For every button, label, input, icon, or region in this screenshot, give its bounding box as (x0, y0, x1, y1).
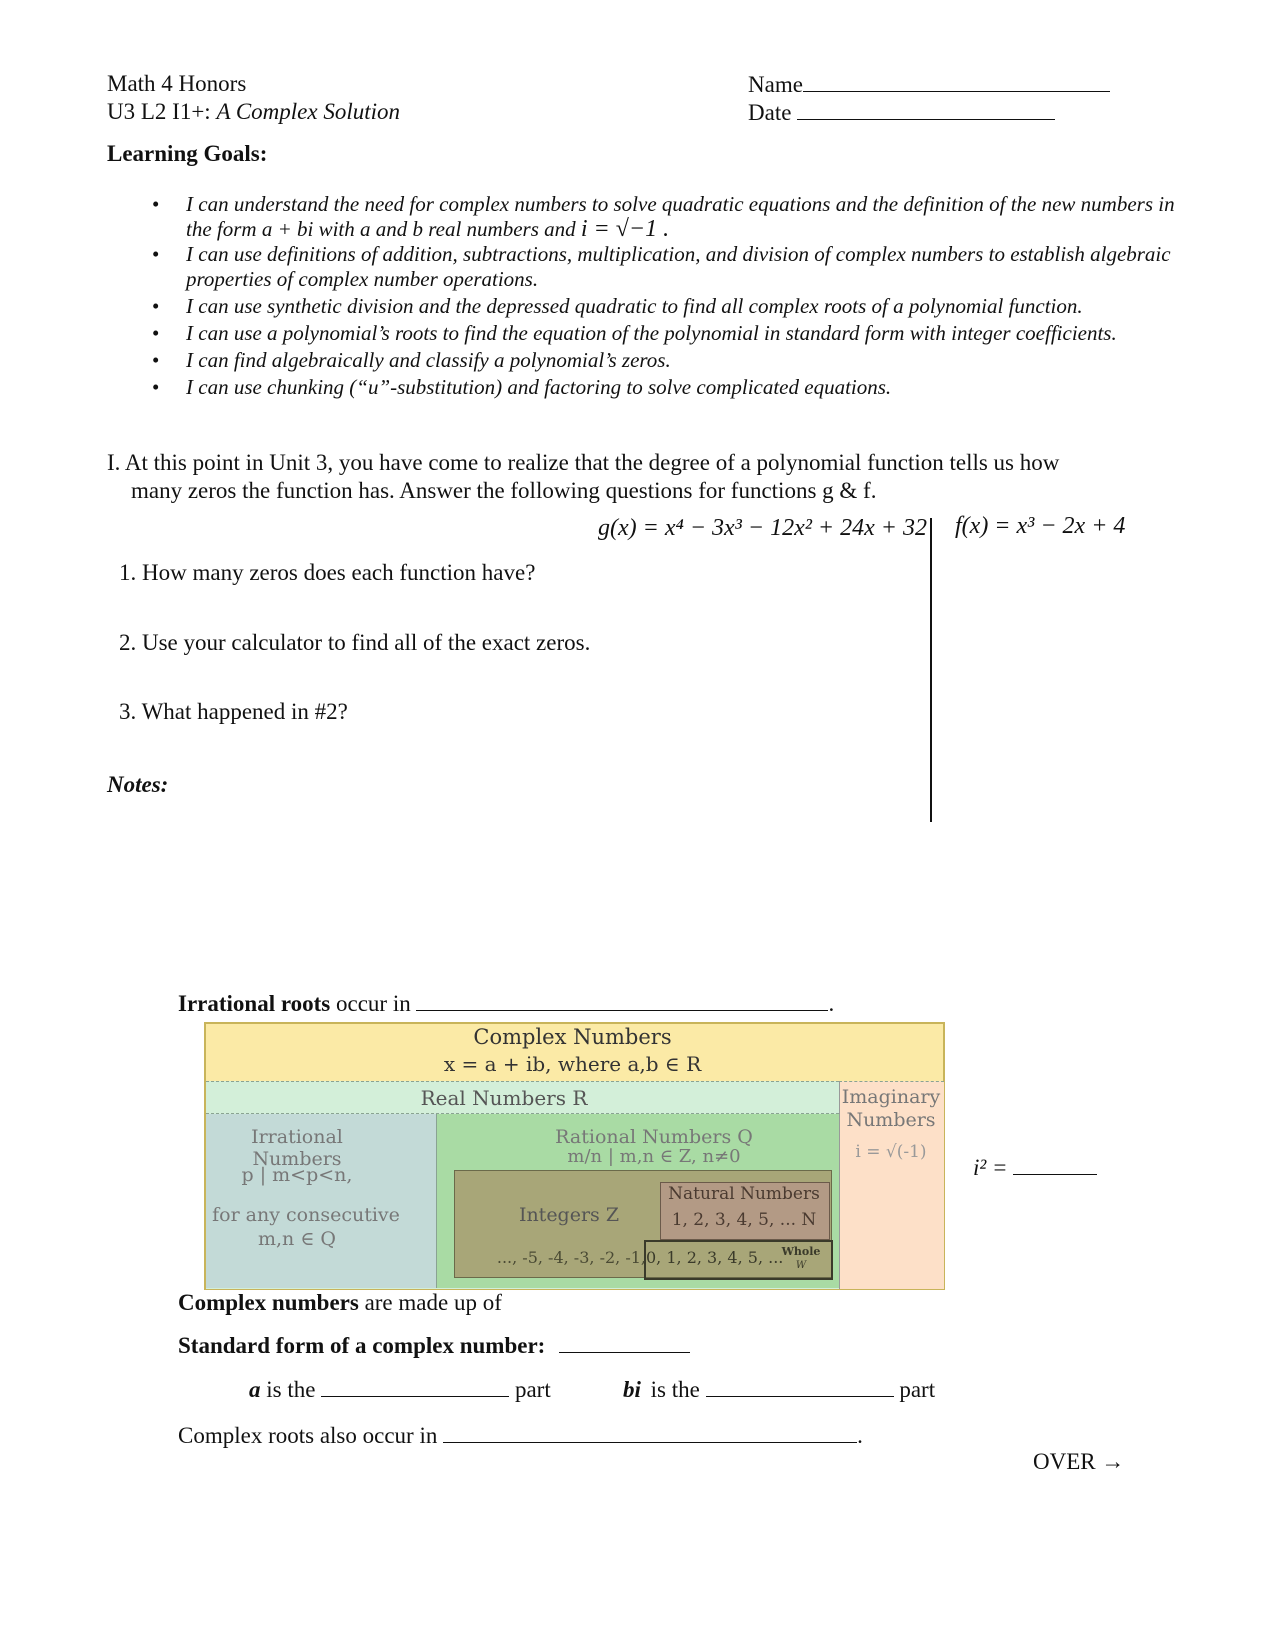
irrational-line-2: p | m<p<n, (241, 1164, 353, 1186)
f-function: f(x) = x³ − 2x + 4 (955, 513, 1126, 539)
learning-goal-text: I can understand the need for complex numbers to solve quadratic equations and the definition of the new numbers in the form a + bi with a and b real numbers and (186, 192, 1175, 241)
bi-part-blank[interactable] (706, 1376, 894, 1397)
learning-goal-text: I can use synthetic division and the depressed quadratic to find all complex roots of a polynomial function. (186, 294, 1083, 318)
i-definition: i = √−1 . (580, 216, 670, 242)
imaginary-label-2: Numbers (846, 1109, 936, 1131)
complex-title: Complex Numbers (473, 1025, 672, 1049)
g-function: g(x) = x⁴ − 3x³ − 12x² + 24x + 32 (598, 515, 927, 541)
complex-made-text: are made up of (364, 1290, 502, 1315)
standard-form-label: Standard form of a complex number: (178, 1333, 546, 1358)
course-title: Math 4 Honors (107, 71, 247, 96)
name-blank[interactable] (803, 71, 1110, 92)
learning-goal-text: I can use a polynomial’s roots to find the equation of the polynomial in standard form with integer coefficients. (186, 321, 1117, 345)
date-label: Date (748, 100, 792, 125)
learning-goals-list (140, 192, 1180, 402)
integers-negative: ..., -5, -4, -3, -2, -1, (496, 1248, 646, 1267)
learning-goal-text: I can find algebraically and classify a polynomial’s zeros. (186, 348, 671, 372)
complex-roots-text: Complex roots also occur in (178, 1423, 438, 1448)
imaginary-label-1: Imaginary (841, 1086, 941, 1108)
a-variable: a (249, 1377, 261, 1402)
real-label: Real Numbers R (420, 1086, 588, 1110)
irrational-line-3: for any consecutive (212, 1204, 400, 1226)
a-text: is the (266, 1377, 316, 1402)
irrational-roots-line: Irrational roots occur in . (178, 991, 835, 1016)
bullet: • (152, 192, 160, 216)
complex-roots-blank[interactable] (443, 1422, 857, 1443)
rational-title: Rational Numbers Q (555, 1126, 753, 1148)
natural-list: 1, 2, 3, 4, 5, ... N (671, 1210, 817, 1230)
learning-goal (140, 242, 1180, 292)
rational-definition: m/n | m,n ∈ Z, n≠0 (567, 1146, 741, 1167)
learning-goal (140, 294, 1180, 319)
natural-title: Natural Numbers (668, 1184, 820, 1204)
notes-label: Notes: (107, 772, 169, 797)
lesson-line (107, 99, 400, 125)
bi-part-end: part (899, 1377, 936, 1402)
complex-roots-line: Complex roots also occur in . (178, 1423, 863, 1448)
irrational-roots-blank[interactable] (416, 990, 828, 1011)
a-part-blank[interactable] (321, 1376, 509, 1397)
question-2: 2. Use your calculator to find all of the exact zeros. (119, 630, 591, 655)
name-label: Name (748, 72, 803, 97)
complex-made-bold: Complex numbers (178, 1290, 359, 1315)
irrational-line-4: m,n ∈ Q (257, 1228, 336, 1250)
question-3: 3. What happened in #2? (119, 699, 348, 724)
bi-text: is the (650, 1377, 700, 1402)
learning-goal (140, 192, 1180, 242)
standard-form-line (178, 1332, 690, 1359)
section-intro-line-1: I. At this point in Unit 3, you have come to realize that the degree of a polynomial function tells us how (107, 450, 1060, 475)
irrational-roots-text: occur in (336, 991, 411, 1016)
question-1: 1. How many zeros does each function have? (119, 560, 536, 585)
complex-definition: x = a + ib, where a,b ∈ R (443, 1052, 702, 1076)
lesson-title: A Complex Solution (216, 99, 400, 124)
bullet: • (152, 375, 160, 399)
learning-goals-heading: Learning Goals: (107, 141, 268, 166)
imaginary-definition: i = √(-1) (855, 1142, 927, 1162)
over-indicator: OVER → (1033, 1449, 1125, 1474)
date-field[interactable] (748, 99, 1055, 126)
complex-made-line (178, 1290, 502, 1316)
learning-goal (140, 321, 1180, 346)
learning-goal-text: I can use definitions of addition, subtractions, multiplication, and division of complex numbers to establish algebraic properties of complex number operations. (186, 242, 1171, 291)
name-field[interactable] (748, 71, 1110, 98)
i-squared-blank[interactable] (1013, 1154, 1097, 1175)
i-squared-line (973, 1154, 1097, 1181)
bullet: • (152, 348, 160, 372)
bullet: • (152, 294, 160, 318)
section-intro-line-2: many zeros the function has. Answer the following questions for functions g & f. (131, 478, 877, 503)
lesson-code: U3 L2 I1+: (107, 99, 211, 124)
bi-part-line (623, 1376, 935, 1403)
bi-variable: bi (623, 1377, 641, 1402)
column-divider (930, 518, 932, 822)
date-blank[interactable] (797, 99, 1055, 120)
whole-list: 0, 1, 2, 3, 4, 5, ... (646, 1248, 784, 1267)
learning-goal-text: I can use chunking (“u”-substitution) and factoring to solve complicated equations. (186, 375, 892, 399)
learning-goal (140, 375, 1180, 400)
i-squared-label: i² = (973, 1155, 1008, 1180)
number-system-diagram (204, 1022, 945, 1290)
bullet: • (152, 321, 160, 345)
learning-goal (140, 348, 1180, 373)
a-part-line (249, 1376, 551, 1403)
irrational-title: Irrational Numbers (251, 1126, 343, 1170)
irrational-roots-bold: Irrational roots (178, 991, 331, 1016)
a-part-end: part (514, 1377, 551, 1402)
whole-symbol: W (795, 1260, 807, 1271)
standard-form-blank[interactable] (559, 1332, 690, 1353)
bullet: • (152, 242, 160, 266)
integers-label: Integers Z (518, 1204, 620, 1226)
whole-label: Whole (781, 1245, 821, 1258)
